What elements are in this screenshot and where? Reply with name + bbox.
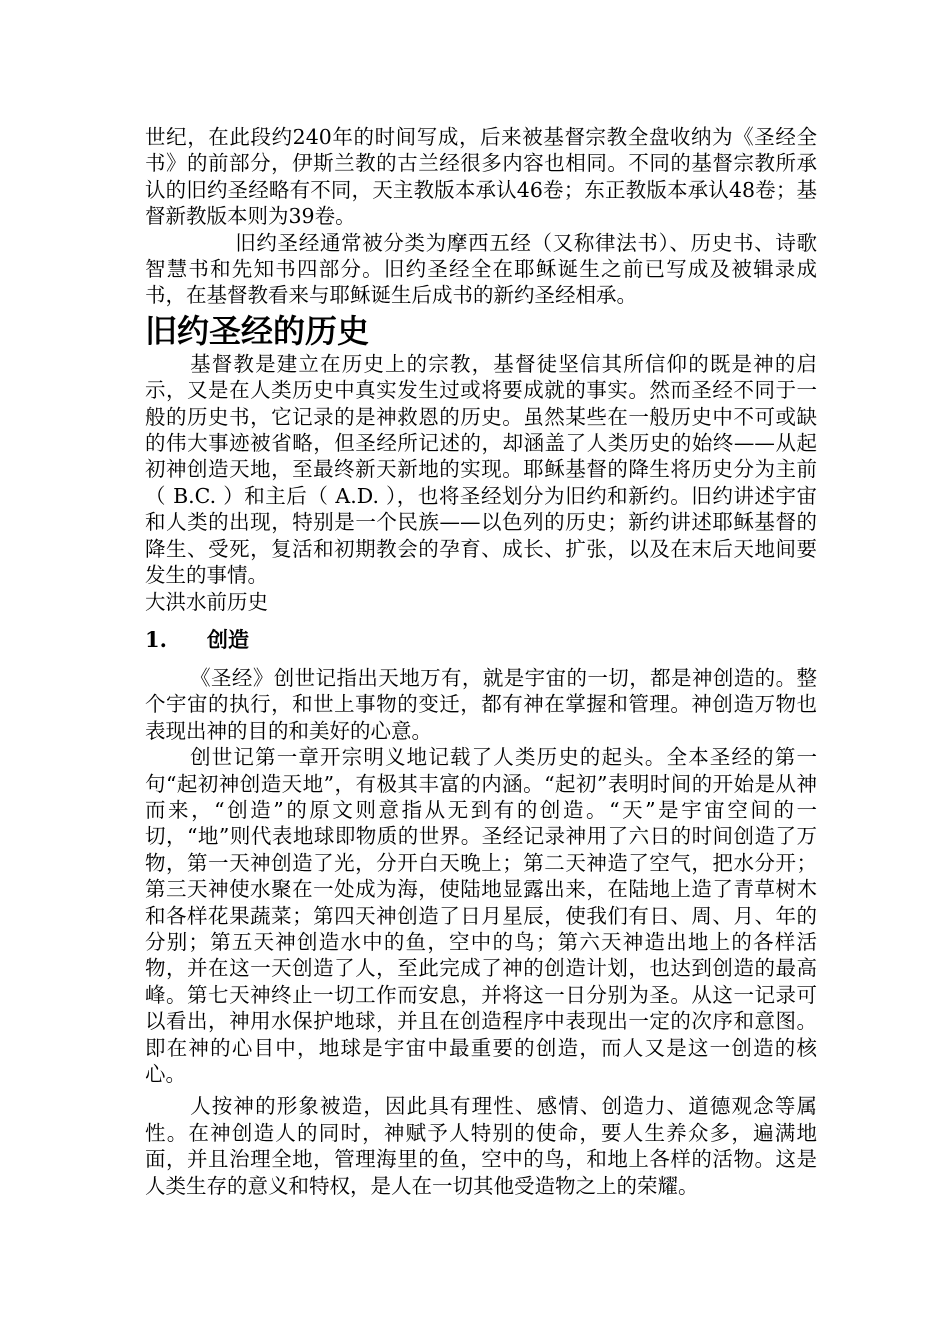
heading-title: 创造 bbox=[207, 627, 249, 652]
paragraph-creation-3: 人按神的形象被造，因此具有理性、感情、创造力、道德观念等属性。在神创造人的同时，神赋予人特别的使命，要人生养众多，遍满地面，并且治理全地，管理海里的鱼，空中的鸟，和地上各样的活物。这是人类生存的意义和特权，是人在一切其他受造物之上的荣耀。 bbox=[145, 1094, 817, 1198]
paragraph-classification: 旧约圣经通常被分类为摩西五经（又称律法书）、历史书、诗歌智慧书和先知书四部分。旧约圣经全在耶稣诞生之前已写成及被辑录成书，在基督教看来与耶稣诞生后成书的新约圣经相承。 bbox=[145, 230, 817, 308]
heading-number: 1. bbox=[145, 626, 167, 652]
paragraph-continuation: 世纪，在此段约240年的时间写成，后来被基督宗教全盘收纳为《圣经全书》的前部分，伊斯兰教的古兰经很多内容也相同。不同的基督宗教所承认的旧约圣经略有不同，天主教版本承认46卷；东正教版本承认48卷；基督新教版本则为39卷。 bbox=[145, 125, 817, 229]
heading-creation bbox=[145, 625, 817, 655]
subsection-label: 大洪水前历史 bbox=[145, 589, 268, 614]
paragraph-creation-1: 《圣经》创世记指出天地万有，就是宇宙的一切，都是神创造的。整个宇宙的执行，和世上事物的变迁，都有神在掌握和管理。神创造万物也表现出神的目的和美好的心意。 bbox=[145, 665, 817, 743]
paragraph-history: 基督教是建立在历史上的宗教，基督徒坚信其所信仰的既是神的启示，又是在人类历史中真实发生过或将要成就的事实。然而圣经不同于一般的历史书，它记录的是神救恩的历史。虽然某些在一般历史中不可或缺的伟大事迹被省略，但圣经所记述的，却涵盖了人类历史的始终——从起初神创造天地，至最终新天新地的实现。耶稣基督的降生将历史分为主前（ B.C. ）和主后（ A.D. ），也将圣经划分为旧约和新约。旧约讲述宇宙和人类的出现，特别是一个民族——以色列的历史；新约讲述耶稣基督的降生、受死，复活和初期教会的孕育、成长、扩张，以及在末后天地间要发生的事情。 bbox=[145, 351, 817, 588]
section-title: 旧约圣经的历史 bbox=[145, 311, 370, 350]
text-column bbox=[145, 124, 817, 1199]
paragraph-creation-2: 创世记第一章开宗明义地记载了人类历史的起头。全本圣经的第一句“起初神创造天地”，有极其丰富的内涵。“起初”表明时间的开始是从神而来，“创造”的原文则意指从无到有的创造。“天”是宇宙空间的一切，“地”则代表地球即物质的世界。圣经记录神用了六日的时间创造了万物，第一天神创造了光，分开白天晚上；第二天神造了空气，把水分开；第三天神使水聚在一处成为海，使陆地显露出来，在陆地上造了青草树木和各样花果蔬菜；第四天神创造了日月星辰，使我们有日、周、月、年的分别；第五天神创造水中的鱼，空中的鸟；第六天神造出地上的各样活物，并在这一天创造了人，至此完成了神的创造计划，也达到创造的最高峰。第七天神终止一切工作而安息，并将这一日分别为圣。从这一记录可以看出，神用水保护地球，并且在创造程序中表现出一定的次序和意图。即在神的心目中，地球是宇宙中最重要的创造，而人又是这一创造的核心。 bbox=[145, 745, 817, 1086]
